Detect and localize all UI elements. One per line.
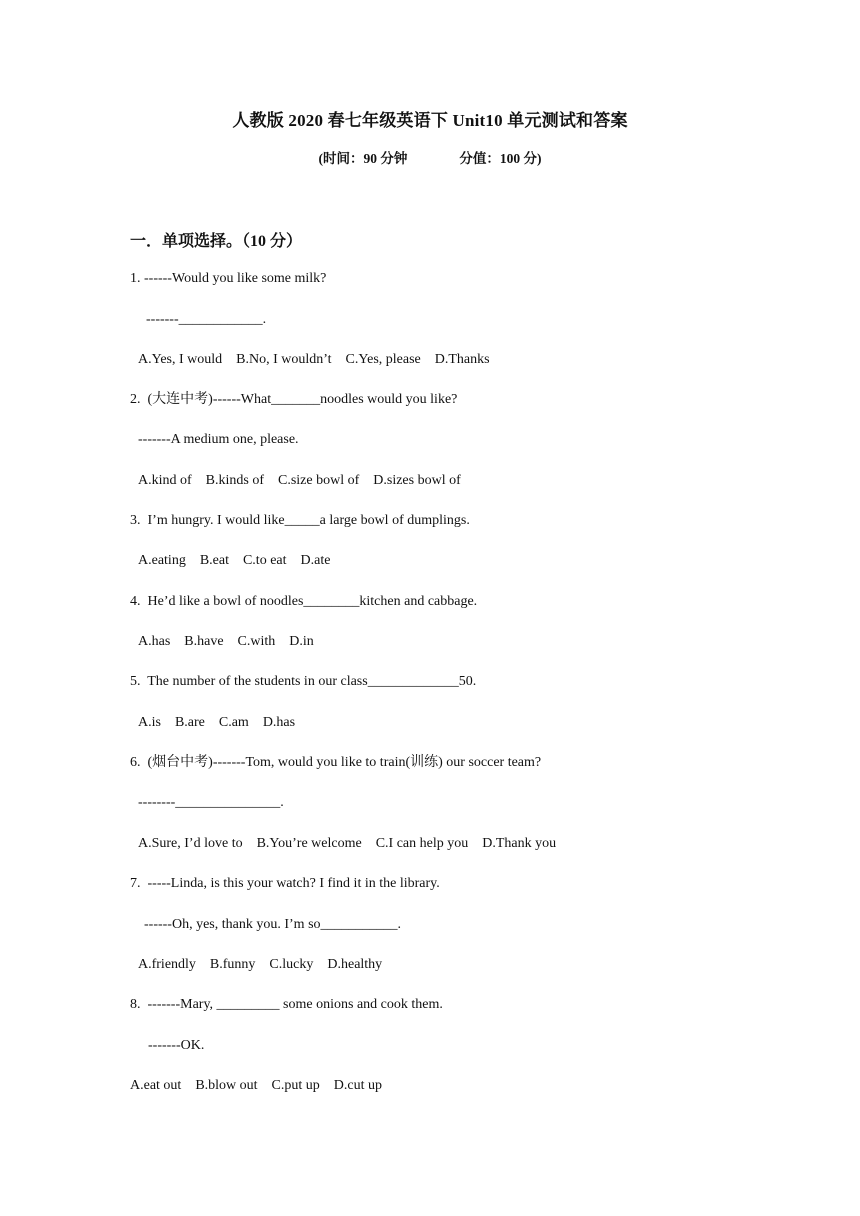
question-7: 7. -----Linda, is this your watch? I find it in the library. (130, 876, 440, 891)
question-1-answer-line: -------____________. (146, 312, 267, 327)
question-2: 2. (大连中考)------What_______noodles would you like? (130, 392, 458, 407)
question-1: 1. ------Would you like some milk? (130, 271, 327, 286)
question-4: 4. He’d like a bowl of noodles________kitchen and cabbage. (130, 594, 478, 609)
question-4-options: A.has B.have C.with D.in (138, 634, 314, 649)
document-title: 人教版 2020 春七年级英语下 Unit10 单元测试和答案 (232, 111, 628, 130)
question-5-options: A.is B.are C.am D.has (138, 715, 296, 730)
section-title: 一．单项选择。（10 分） (130, 233, 303, 250)
question-6-answer-line: --------_______________. (138, 795, 284, 810)
question-6-options: A.Sure, I’d love to B.You’re welcome C.I can help you D.Thank you (138, 836, 557, 851)
question-3: 3. I’m hungry. I would like_____a large bowl of dumplings. (130, 513, 470, 528)
question-8-options: A.eat out B.blow out C.put up D.cut up (130, 1078, 382, 1093)
exam-score: 分值：100 分) (459, 151, 542, 166)
exam-info (0, 147, 860, 167)
question-5: 5. The number of the students in our class_____________50. (130, 674, 477, 689)
exam-time: (时间：90 分钟 (318, 151, 408, 166)
question-8: 8. -------Mary, _________ some onions and cook them. (130, 997, 443, 1012)
question-8-reply: -------OK. (148, 1038, 205, 1053)
question-7-reply: ------Oh, yes, thank you. I’m so___________. (144, 917, 402, 932)
question-6: 6. (烟台中考)-------Tom, would you like to train(训练) our soccer team? (130, 755, 542, 770)
question-2-options: A.kind of B.kinds of C.size bowl of D.sizes bowl of (138, 473, 461, 488)
question-2-reply: -------A medium one, please. (138, 432, 299, 447)
question-7-options: A.friendly B.funny C.lucky D.healthy (138, 957, 383, 972)
question-1-options: A.Yes, I would B.No, I wouldn’t C.Yes, please D.Thanks (138, 352, 490, 367)
question-3-options: A.eating B.eat C.to eat D.ate (138, 553, 331, 568)
